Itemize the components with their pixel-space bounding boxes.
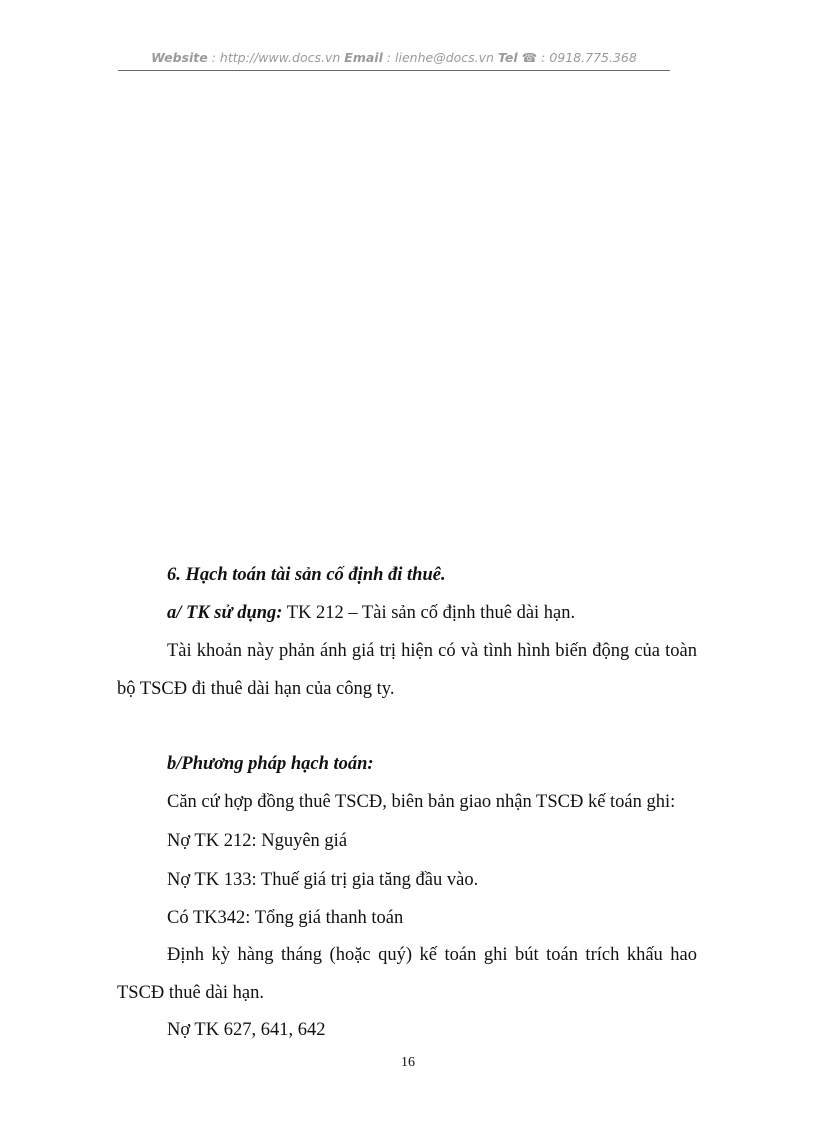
credit-342-line: Có TK342: Tổng giá thanh toán (167, 908, 404, 928)
paragraph-2-line-1: Định kỳ hàng tháng (hoặc quý) kế toán ghi bút toán trích khấu hao (167, 945, 697, 965)
debit-627-line: Nợ TK 627, 641, 642 (167, 1020, 326, 1040)
header-rule (118, 70, 670, 71)
phone-icon: ☎ (521, 50, 538, 65)
tk-label: a/ TK sử dụng: (167, 603, 283, 623)
tel-value: : 0918.775.368 (537, 50, 637, 65)
paragraph-1-line-1: Tài khoản này phản ánh giá trị hiện có và tình hình biến động của toàn (167, 641, 697, 661)
paragraph-1-line-2: bộ TSCĐ đi thuê dài hạn của công ty. (117, 679, 395, 699)
email-value: : lienhe@docs.vn (382, 50, 498, 65)
debit-212-line: Nợ TK 212: Nguyên giá (167, 831, 348, 851)
tel-label: Tel (497, 50, 518, 65)
method-heading: b/Phương pháp hạch toán: (167, 754, 374, 774)
basis-line: Căn cứ hợp đồng thuê TSCĐ, biên bản giao nhận TSCĐ kế toán ghi: (167, 792, 676, 812)
email-label: Email (344, 50, 383, 65)
section-heading: 6. Hạch toán tài sản cố định đi thuê. (167, 565, 446, 585)
tk-line (167, 602, 575, 624)
page-number: 16 (401, 1055, 415, 1070)
paragraph-2-line-2: TSCĐ thuê dài hạn. (117, 983, 264, 1003)
website-value: : http://www.docs.vn (207, 50, 345, 65)
tk-text: TK 212 – Tài sản cố định thuê dài hạn. (282, 603, 576, 623)
debit-133-line: Nợ TK 133: Thuế giá trị gia tăng đầu vào. (167, 870, 479, 890)
website-label: Website (151, 50, 208, 65)
page-header (118, 50, 670, 65)
